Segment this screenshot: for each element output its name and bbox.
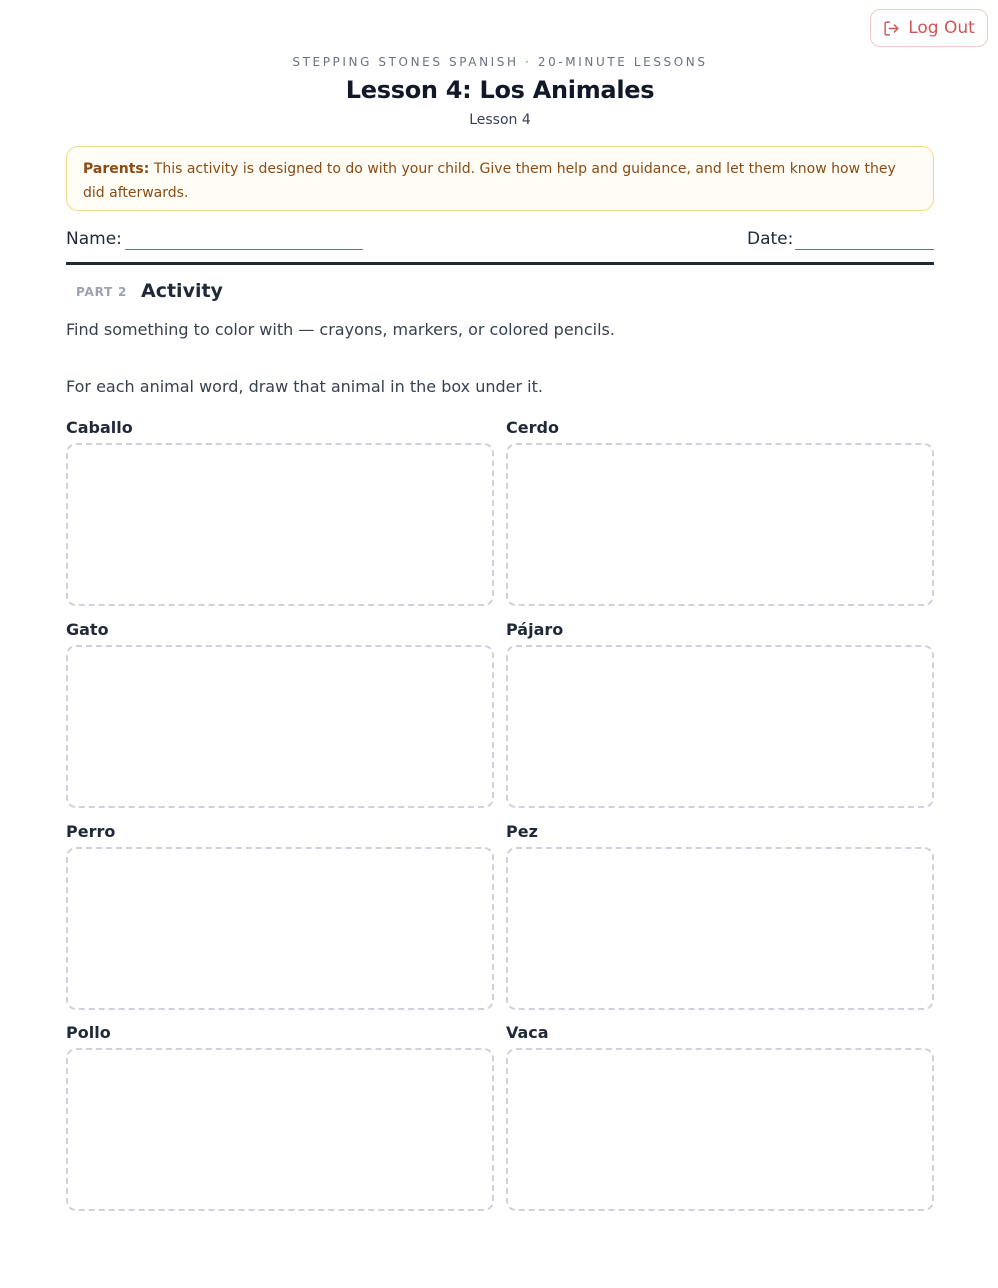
animal-label-pez: Pez (506, 822, 538, 841)
animal-label-vaca: Vaca (506, 1023, 549, 1042)
animal-label-pollo: Pollo (66, 1023, 111, 1042)
animal-label-cerdo: Cerdo (506, 418, 559, 437)
brand-line: STEPPING STONES SPANISH · 20-MINUTE LESSONS (292, 55, 708, 69)
animal-label-caballo: Caballo (66, 418, 133, 437)
drawing-box-pez[interactable] (506, 847, 934, 1010)
part-tag: PART 2 (76, 285, 128, 299)
page-subtitle: Lesson 4 (469, 112, 531, 128)
instruction-line: For each animal word, draw that animal in the box under it. (66, 377, 543, 396)
animal-label-gato: Gato (66, 620, 109, 639)
drawing-box-cerdo[interactable] (506, 443, 934, 606)
instruction-line: Find something to color with — crayons, markers, or colored pencils. (66, 320, 615, 339)
date-line[interactable] (795, 249, 934, 250)
drawing-box-gato[interactable] (66, 645, 494, 808)
date-label: Date: (747, 229, 794, 249)
parents-note-text: This activity is designed to do with your child. Give them help and guidance, and let them know how they did afterwards. (83, 161, 896, 201)
drawing-box-perro[interactable] (66, 847, 494, 1010)
drawing-box-vaca[interactable] (506, 1048, 934, 1211)
log-out-label: Log Out (908, 18, 975, 38)
animal-label-perro: Perro (66, 822, 116, 841)
drawing-box-caballo[interactable] (66, 443, 494, 606)
parents-note-label: Parents: (83, 161, 150, 177)
parents-note (66, 146, 934, 211)
drawing-box-pollo[interactable] (66, 1048, 494, 1211)
name-line[interactable] (125, 249, 363, 250)
drawing-box-pajaro[interactable] (506, 645, 934, 808)
animal-label-pajaro: Pájaro (506, 620, 564, 639)
page-title: Lesson 4: Los Animales (345, 76, 655, 104)
log-out-icon (883, 20, 900, 37)
log-out-button[interactable] (870, 9, 988, 47)
part-title: Activity (141, 280, 223, 302)
name-date-row (66, 226, 934, 265)
name-label: Name: (66, 229, 122, 249)
